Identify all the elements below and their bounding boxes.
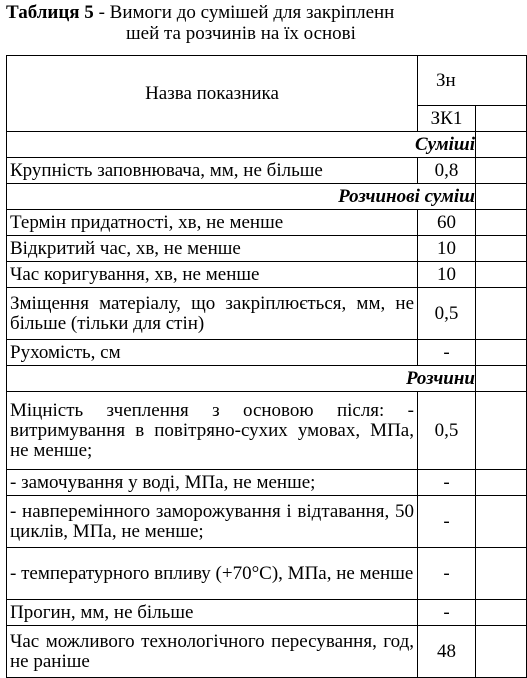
header-zk1: ЗК1 [418, 106, 476, 132]
table-row [7, 262, 527, 288]
section-row-mortar-mixtures [7, 184, 527, 210]
table-row [7, 158, 527, 184]
row-name: Час коригування, хв, не менше [7, 262, 418, 288]
requirements-table [6, 55, 527, 678]
table-row [7, 496, 527, 548]
row-empty-cell [476, 548, 527, 600]
row-empty-cell [476, 600, 527, 626]
section-title-mortars: Розчини [7, 366, 476, 392]
header-indicator-name: Назва показника [7, 56, 418, 132]
row-value-zk1: 0,8 [418, 158, 476, 184]
row-empty-cell [476, 236, 527, 262]
table-row [7, 600, 527, 626]
row-value-zk1: - [418, 548, 476, 600]
caption-title-start: - Вимоги до сумішей для закріпленн [93, 2, 395, 23]
row-name: Зміщення матеріалу, що закріплюється, мм, не більше (тільки для стін) [7, 288, 418, 340]
section-empty-cell [476, 366, 527, 392]
row-empty-cell [476, 262, 527, 288]
header-values-group: Зн [418, 56, 527, 106]
row-empty-cell [476, 626, 527, 678]
row-name: Міцність зчеплення з основою після: - витримування в повітряно-сухих умовах, МПа, не менше; [7, 392, 418, 470]
table-row [7, 548, 527, 600]
table-caption [0, 2, 520, 44]
row-empty-cell [476, 210, 527, 236]
caption-line-2: шей та розчинів на їх основі [126, 23, 356, 44]
row-value-zk1: - [418, 496, 476, 548]
table-row [7, 626, 527, 678]
table-row [7, 470, 527, 496]
row-empty-cell [476, 340, 527, 366]
row-value-zk1: 10 [418, 262, 476, 288]
header-row [7, 56, 527, 106]
row-value-zk1: - [418, 470, 476, 496]
caption-line-1 [0, 2, 520, 23]
section-empty-cell [476, 184, 527, 210]
row-empty-cell [476, 392, 527, 470]
row-value-zk1: 10 [418, 236, 476, 262]
header-empty-cell [476, 106, 527, 132]
table-row [7, 236, 527, 262]
row-empty-cell [476, 288, 527, 340]
row-empty-cell [476, 470, 527, 496]
table-row [7, 392, 527, 470]
section-title-mortar-mixtures: Розчинові суміш [7, 184, 476, 210]
row-name: Термін придатності, хв, не менше [7, 210, 418, 236]
row-name: - навперемінного заморожування і відтавання, 50 циклів, МПа, не менше; [7, 496, 418, 548]
table-row [7, 288, 527, 340]
table-number: Таблиця 5 [6, 2, 94, 23]
section-row-mixtures [7, 132, 527, 158]
table-row [7, 210, 527, 236]
table-row [7, 340, 527, 366]
row-value-zk1: 0,5 [418, 392, 476, 470]
section-empty-cell [476, 132, 527, 158]
row-value-zk1: - [418, 600, 476, 626]
row-empty-cell [476, 496, 527, 548]
requirements-table-container [6, 55, 478, 672]
row-name: Крупність заповнювача, мм, не більше [7, 158, 418, 184]
row-name: - замочування у воді, МПа, не менше; [7, 470, 418, 496]
section-row-mortars [7, 366, 527, 392]
row-name: Відкритий час, хв, не менше [7, 236, 418, 262]
row-name: Прогин, мм, не більше [7, 600, 418, 626]
row-value-zk1: 0,5 [418, 288, 476, 340]
row-value-zk1: - [418, 340, 476, 366]
row-value-zk1: 60 [418, 210, 476, 236]
section-title-mixtures: Суміші [7, 132, 476, 158]
row-name: Час можливого технологічного пересування, год, не раніше [7, 626, 418, 678]
row-name: Рухомість, см [7, 340, 418, 366]
row-name: - температурного впливу (+70°С), МПа, не менше [7, 548, 418, 600]
row-empty-cell [476, 158, 527, 184]
row-value-zk1: 48 [418, 626, 476, 678]
